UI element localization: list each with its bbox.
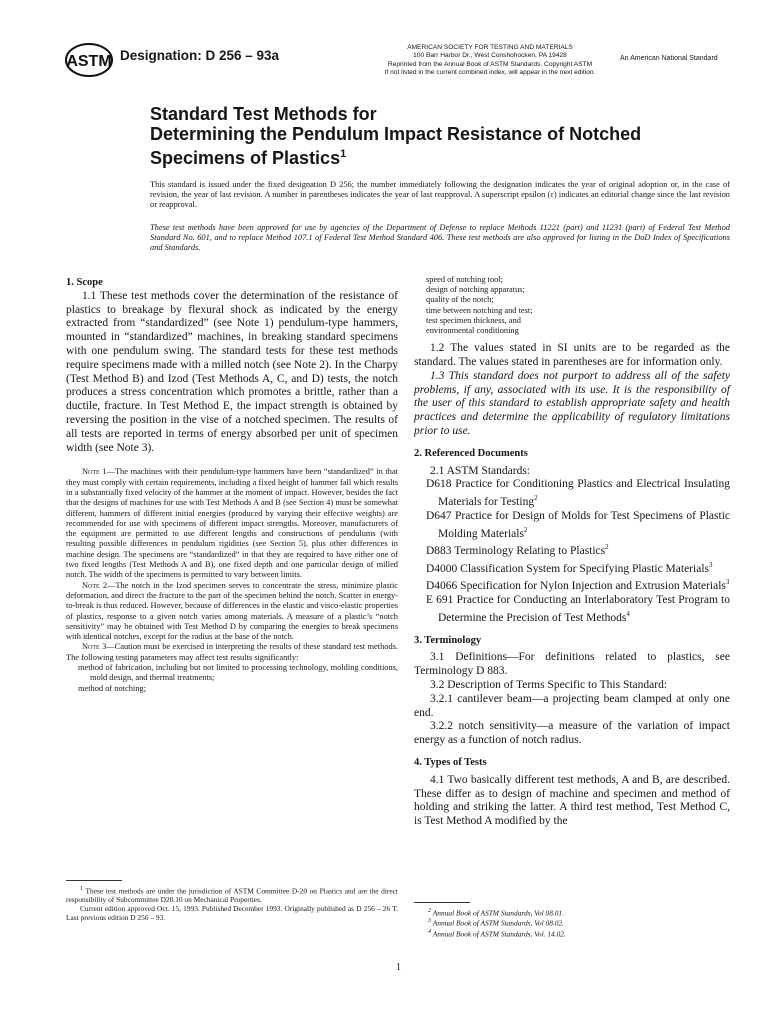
- ref-d883-mark: 2: [605, 543, 609, 552]
- footnote-2: [414, 907, 730, 917]
- term-3-2-1: 3.2.1 cantilever beam—a projecting beam clamped at only one end.: [414, 692, 730, 719]
- scope-1-2: 1.2 The values stated in SI units are to be regarded as the standard. The values stated in parentheses are for information only.: [414, 342, 730, 369]
- footnote-3-mark: 3: [428, 918, 432, 925]
- note-1: [66, 467, 398, 580]
- footnote-1-text: These test methods are under the jurisdiction of ASTM Committee D-20 on Plastics and are the direct responsibility of Subcommittee D20.10 on Mechanical Properties.: [66, 886, 398, 905]
- publisher-note: If not listed in the current combined index, will appear in the next edition.: [384, 69, 596, 77]
- footnote-2-text: Annual Book of ASTM Standards, Vol 08.01.: [432, 908, 564, 918]
- ref-d618-mark: 2: [534, 494, 538, 503]
- footnote-rule: [66, 880, 122, 881]
- note-2-text: —The notch in the Izod specimen serves to concentrate the stress, minimize plastic deformation, and direct the fracture to the part of the specimen behind the notch. Scatter in energy-to-break is thus reduced. However, because of differences in the elastic and visco-elastic properties of plastics, response to a given notch varies among materials. A measure of a plastic’s “notch sensitivity” may be obtained with Test Method D by comparing the energies to break specimens with identical notches, except for the radius at the base of the notch.: [66, 580, 398, 642]
- ref-e691-text: E 691 Practice for Conducting an Interlaboratory Test Program to Determine the Precision of Test Methods: [426, 594, 730, 624]
- ref-d647: [414, 510, 730, 541]
- note-2: [66, 581, 398, 643]
- footnote-rule-right: [414, 902, 470, 903]
- ref-d618-text: D618 Practice for Conditioning Plastics and Electrical Insulating Materials for Testing: [426, 478, 730, 509]
- document-title: [150, 104, 670, 168]
- terminology-heading: 3. Terminology: [414, 634, 482, 646]
- footnote-1: [66, 885, 398, 904]
- dod-approval: These test methods have been approved for use by agencies of the Department of Defense to replace Methods 11221 (part) and 11231 (part) of Federal Test Method Standard No. 601, and to replace Method 107.1 of Federal Test Method Standard 406. These test methods are also approved for listing in the DoD Index of Specifications and Standards.: [150, 223, 730, 253]
- designation: Designation: D 256 – 93a: [120, 48, 280, 63]
- param-design: design of notching apparatus;: [426, 285, 525, 295]
- ref-d4066-mark: 3: [725, 578, 730, 587]
- ref-d883: [414, 541, 730, 559]
- ref-d647-text: D647 Practice for Design of Molds for Test Specimens of Plastic Molding Materials: [426, 509, 730, 540]
- ref-d618: [414, 478, 730, 509]
- ref-d4000: [414, 559, 730, 577]
- astm-logo: [64, 42, 114, 78]
- title-line-2: Determining the Pendulum Impact Resistance of Notched: [150, 124, 642, 144]
- right-column: [414, 275, 730, 829]
- note-1-text: —The machines with their pendulum-type hammers have been “standardized” in that they must comply with certain requirements, including a fixed height of hammer fall which results in a substantially fixed velocity of the hammer at the moment of impact. However, besides the fact that the designs of machines for use with Test Methods A and B (see Section 4) must be somewhat different, hammers of different initial energies (produced by varying their effective weights) are recommended for use with specimens of different impact strengths. Moreover, manufacturers of the equipment are permitted to use different lengths and constructions of pendulums (with resulting possible differences in pendulum rigidities (see Section 5), plus other differences in machine design. The specimens are “standardized” in that they are required to have either one of two fixed lengths (Test Methods A and B), one fixed depth and one particular design of milled notch. The width of the specimens is permitted to vary between limits.: [66, 467, 399, 580]
- param-fabrication: method of fabrication, including but not limited to processing technology, molding conditions, mold design, and thermal treatments;: [78, 663, 398, 683]
- left-column: [66, 276, 398, 694]
- footnote-3: [414, 917, 730, 927]
- param-thickness: test specimen thickness, and: [426, 315, 521, 325]
- footnote-1b: Current edition approved Oct. 15, 1993. Published December 1993. Originally published as D 256 – 26 T. Last previous edition D 256 – 93.: [66, 904, 398, 923]
- footnote-3-text: Annual Book of ASTM Standards, Vol 08.02.: [432, 918, 564, 928]
- title-line-1: Standard Test Methods for: [150, 104, 377, 124]
- note-3: [66, 642, 398, 663]
- param-notching: method of notching;: [78, 683, 146, 693]
- term-3-2-2: 3.2.2 notch sensitivity—a measure of the variation of impact energy as a function of notch radius.: [414, 720, 730, 747]
- note-1-label: Note 1: [82, 467, 107, 477]
- publisher-info: [360, 44, 620, 78]
- footnote-4-mark: 4: [428, 928, 432, 935]
- title-line-3: Specimens of Plastics: [150, 148, 341, 168]
- footnote-2-mark: 2: [428, 908, 432, 914]
- scope-1-3: 1.3 This standard does not purport to address all of the safety problems, if any, associated with its use. It is the responsibility of the user of this standard to establish appropriate safety and health practices and determine the applicability of regulatory limitations prior to use.: [414, 369, 730, 437]
- note-3-text: —Caution must be exercised in interpreting the results of these standard test methods. The following testing parameters may affect test results significantly:: [66, 642, 398, 662]
- ref-d647-mark: 2: [523, 525, 528, 534]
- footnote-1-mark: 1: [80, 886, 84, 892]
- scope-heading: 1. Scope: [66, 277, 103, 288]
- astm-standards-subheading: 2.1 ASTM Standards:: [430, 464, 530, 477]
- ref-d4000-text: D4000 Classification System for Specifying Plastic Materials: [426, 562, 709, 575]
- ref-e691: [414, 594, 730, 625]
- param-conditioning: environmental conditioning: [426, 326, 519, 336]
- publisher-address: 100 Barr Harbor Dr., West Conshohocken, PA 19428: [413, 52, 567, 60]
- right-footnotes: [414, 902, 730, 938]
- param-speed: speed of notching tool;: [426, 275, 503, 284]
- param-time: time between notching and test;: [426, 305, 533, 315]
- issuance-statement: This standard is issued under the fixed designation D 256; the number immediately following the designation indicates the year of original adoption or, in the case of revision, the year of last revision. A number in parentheses indicates the year of last reapproval. A superscript epsilon (ε) indicates an editorial change since the last revision or reapproval.: [150, 180, 730, 210]
- left-footnotes: [66, 880, 398, 922]
- title-footnote-mark: 1: [340, 148, 347, 160]
- note-2-label: Note 2: [82, 580, 108, 590]
- footnote-4: [414, 928, 730, 938]
- page-number: 1: [396, 962, 401, 973]
- term-3-1: 3.1 Definitions—For definitions related to plastics, see Terminology D 883.: [414, 651, 730, 678]
- footnote-4-text: Annual Book of ASTM Standards, Vol. 14.02.: [432, 929, 566, 939]
- ref-d883-text: D883 Terminology Relating to Plastics: [426, 545, 606, 558]
- publisher-name: AMERICAN SOCIETY FOR TESTING AND MATERIALS: [407, 44, 573, 51]
- referenced-documents-heading: 2. Referenced Documents: [414, 447, 528, 459]
- note-3-label: Note 3: [82, 642, 107, 652]
- scope-1-1: 1.1 These test methods cover the determination of the resistance of plastics to breakage by flexural shock as indicated by the energy extracted from “standardized” (see Note 1) pendulum-type hammers, mounted in “standardized” machines, in breaking standard specimens with one pendulum swing. The standard tests for these test methods require specimens made with a milled notch (see Note 2). In the Charpy (Test Method B) and Izod (Test Methods A, C, and D) tests, the notch produces a stress concentration which promotes a brittle, rather than a ductile, fracture. In Test Method E, the impact strength is obtained by reversing the position in the vise of a notched specimen. The results of all tests are reported in terms of energy absorbed per unit of specimen width (see Note 3).: [66, 289, 398, 454]
- types-4-1: 4.1 Two basically different test methods, A and B, are described. These differ as to design of machine and specimen and method of holding and striking the latter. A third test method, Test Method C, is Test Method A modified by the: [414, 773, 730, 828]
- national-standard: An American National Standard: [620, 55, 718, 62]
- types-of-tests-heading: 4. Types of Tests: [414, 756, 487, 768]
- publisher-reprint: Reprinted from the Annual Book of ASTM Standards. Copyright ASTM: [387, 60, 593, 68]
- test-parameters: [414, 275, 730, 336]
- ref-d4066: [414, 576, 730, 594]
- ref-d4066-text: D4066 Specification for Nylon Injection and Extrusion Materials: [426, 580, 726, 593]
- param-quality: quality of the notch;: [426, 295, 494, 305]
- logo-text: ASTM: [66, 53, 112, 70]
- term-3-2: 3.2 Description of Terms Specific to This Standard:: [430, 678, 668, 691]
- ref-d4000-mark: 3: [709, 560, 713, 569]
- ref-e691-mark: 4: [626, 609, 630, 618]
